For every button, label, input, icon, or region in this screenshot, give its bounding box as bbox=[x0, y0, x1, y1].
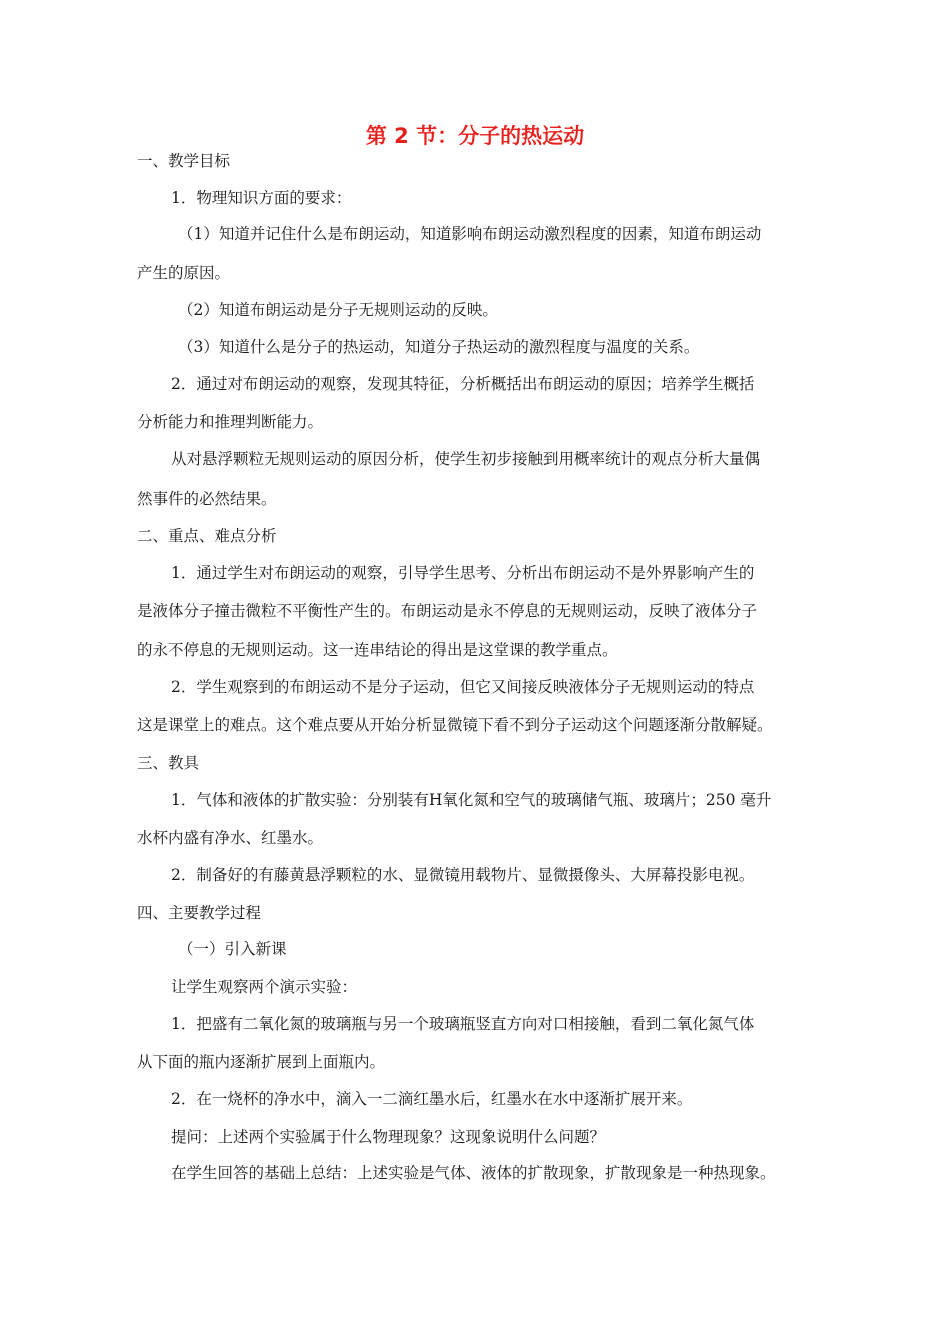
section-heading-objectives: 一、教学目标 bbox=[137, 152, 231, 170]
paragraph-continuation: 从下面的瓶内逐渐扩展到上面瓶内。 bbox=[137, 1053, 386, 1071]
paragraph-continuation: 分析能力和推理判断能力。 bbox=[137, 413, 324, 431]
paragraph-continuation: 然事件的必然结果。 bbox=[137, 490, 277, 508]
paragraph: （2）知道布朗运动是分子无规则运动的反映。 bbox=[178, 301, 498, 319]
paragraph-continuation: 的永不停息的无规则运动。这一连串结论的得出是这堂课的教学重点。 bbox=[137, 641, 618, 659]
paragraph: 2．通过对布朗运动的观察，发现其特征，分析概括出布朗运动的原因；培养学生概括 bbox=[171, 375, 755, 393]
subsection-heading: （一）引入新课 bbox=[178, 940, 287, 958]
paragraph: 1．气体和液体的扩散实验：分别装有H氧化氮和空气的玻璃储气瓶、玻璃片；250 毫升 bbox=[171, 791, 772, 809]
paragraph: 2．在一烧杯的净水中，滴入一二滴红墨水后，红墨水在水中逐渐扩展开来。 bbox=[171, 1090, 693, 1108]
paragraph: 在学生回答的基础上总结：上述实验是气体、液体的扩散现象，扩散现象是一种热现象。 bbox=[171, 1164, 776, 1182]
paragraph: 2．学生观察到的布朗运动不是分子运动，但它又间接反映液体分子无规则运动的特点 bbox=[171, 678, 755, 696]
document-title: 第 2 节：分子的热运动 bbox=[365, 124, 585, 148]
paragraph: 2．制备好的有藤黄悬浮颗粒的水、显微镜用载物片、显微摄像头、大屏幕投影电视。 bbox=[171, 866, 755, 884]
section-heading-teaching-process: 四、主要教学过程 bbox=[137, 904, 262, 922]
paragraph: 从对悬浮颗粒无规则运动的原因分析，使学生初步接触到用概率统计的观点分析大量偶 bbox=[171, 450, 761, 468]
paragraph: 提问：上述两个实验属于什么物理现象？这现象说明什么问题？ bbox=[171, 1128, 606, 1146]
paragraph: 1．物理知识方面的要求： bbox=[171, 189, 352, 207]
section-heading-key-points: 二、重点、难点分析 bbox=[137, 527, 277, 545]
paragraph: 1．通过学生对布朗运动的观察，引导学生思考、分析出布朗运动不是外界影响产生的 bbox=[171, 564, 755, 582]
paragraph: （1）知道并记住什么是布朗运动，知道影响布朗运动激烈程度的因素，知道布朗运动 bbox=[178, 225, 762, 243]
section-heading-teaching-aids: 三、教具 bbox=[137, 754, 200, 772]
paragraph: （3）知道什么是分子的热运动，知道分子热运动的激烈程度与温度的关系。 bbox=[178, 338, 700, 356]
paragraph-continuation: 产生的原因。 bbox=[137, 264, 231, 282]
paragraph: 1．把盛有二氧化氮的玻璃瓶与另一个玻璃瓶竖直方向对口相接触，看到二氧化氮气体 bbox=[171, 1015, 755, 1033]
paragraph: 让学生观察两个演示实验： bbox=[171, 978, 358, 996]
paragraph-continuation: 这是课堂上的难点。这个难点要从开始分析显微镜下看不到分子运动这个问题逐渐分散解疑。 bbox=[137, 716, 773, 734]
paragraph-continuation: 是液体分子撞击微粒不平衡性产生的。布朗运动是永不停息的无规则运动，反映了液体分子 bbox=[137, 602, 758, 620]
paragraph-continuation: 水杯内盛有净水、红墨水。 bbox=[137, 829, 324, 847]
